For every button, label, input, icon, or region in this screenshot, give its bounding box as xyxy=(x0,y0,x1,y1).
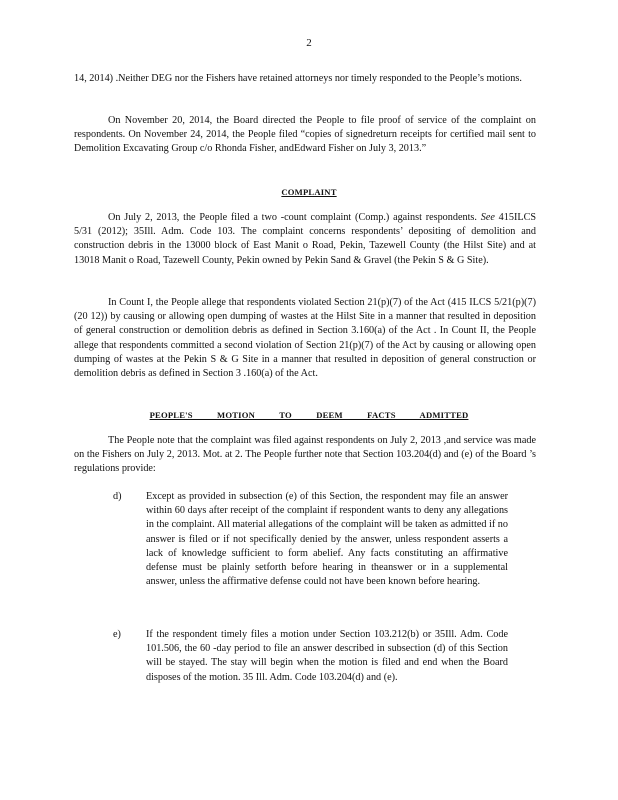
paragraph-proof-of-service: On November 20, 2014, the Board directed the People to file proof of service of the complaint on respondents. On November 24, 2014, the People filed “copies of signedreturn receipts for certified mail sent to Demolition Excavating Group c/o Rhonda Fisher, andEdward Fisher on July 3, 2013.” xyxy=(74,115,536,155)
complaint-summary-body: 415ILCS 5/31 (2012); 35Ill. Adm. Code 103. The complaint concerns respondents’ depositing of demolition and construction debris in the 13000 block of East Manit o Road, Pekin, Tazewell County (the Hilst Site) and at 13018 Manit o Road, Tazewell County, Pekin owned by Pekin Sand & Gravel (the Pekin S & G Site). xyxy=(74,212,537,266)
regulation-item-label: d) xyxy=(113,491,122,502)
paragraph-regulations-note: The People note that the complaint was filed against respondents on July 2, 2013 ,and service was made on the Fishers on July 2, 2013. Mot. at 2. The People further note that Section 103.204(d) and (e) of the Board ’s regulations provide: xyxy=(74,435,536,475)
page-number: 2 xyxy=(306,37,312,49)
complaint-summary-lead: On July 2, 2013, the People filed a two -count complaint (Comp.) against respondents. xyxy=(108,212,477,223)
regulation-item-label: e) xyxy=(113,629,121,640)
regulation-item-text: Except as provided in subsection (e) of this Section, the respondent may file an answer within 60 days after receipt of the complaint if respondent wants to deny any allegations in the complaint. All material allegations of the complaint will be taken as admitted if no answer is filed or if not specifically denied by the answer, unless respondent asserts a lack of knowledge sufficient to form abelief. Any facts constituting an affirmative defense must be plainly setforth before hearing in theanswer or in a supplemental answer, unless the affirmative defense could not have been known before hearing. xyxy=(146,491,508,588)
paragraph-counts: In Count I, the People allege that respondents violated Section 21(p)(7) of the Act (415 ILCS 5/21(p)(7)(20 12)) by causing or allowing open dumping of wastes at the Hilst Site in a manner that resulted in deposition of general construction or demolition debris as defined in Section 3.160(a) of the Act . In Count II, the People allege that respondents committed a second violation of Section 21(p)(7) of the Act by causing or allowing open dumping of wastes at the Pekin S & G Site in a manner that resulted in deposition of general construction or demolition debris as defined in Section 3 .160(a) of the Act. xyxy=(74,297,536,380)
regulation-item-text: If the respondent timely files a motion under Section 103.212(b) or 35Ill. Adm. Code 101.506, the 60 -day period to file an answer described in subsection (d) of this Section will be stayed. The stay will begin when the motion is filed and end when the Board disposes of the motion. 35 Ill. Adm. Code 103.204(d) and (e). xyxy=(146,629,508,683)
paragraph-complaint-summary xyxy=(74,211,536,268)
heading-complaint: COMPLAINT xyxy=(281,187,337,197)
paragraph-intro-continued: 14, 2014) .Neither DEG nor the Fishers have retained attorneys nor timely responded to the People’s motions. xyxy=(74,73,522,84)
see-signal: See xyxy=(480,212,495,223)
heading-motion-to-deem-facts-admitted: PEOPLE'S MOTION TO DEEM FACTS ADMITTED xyxy=(149,410,469,420)
